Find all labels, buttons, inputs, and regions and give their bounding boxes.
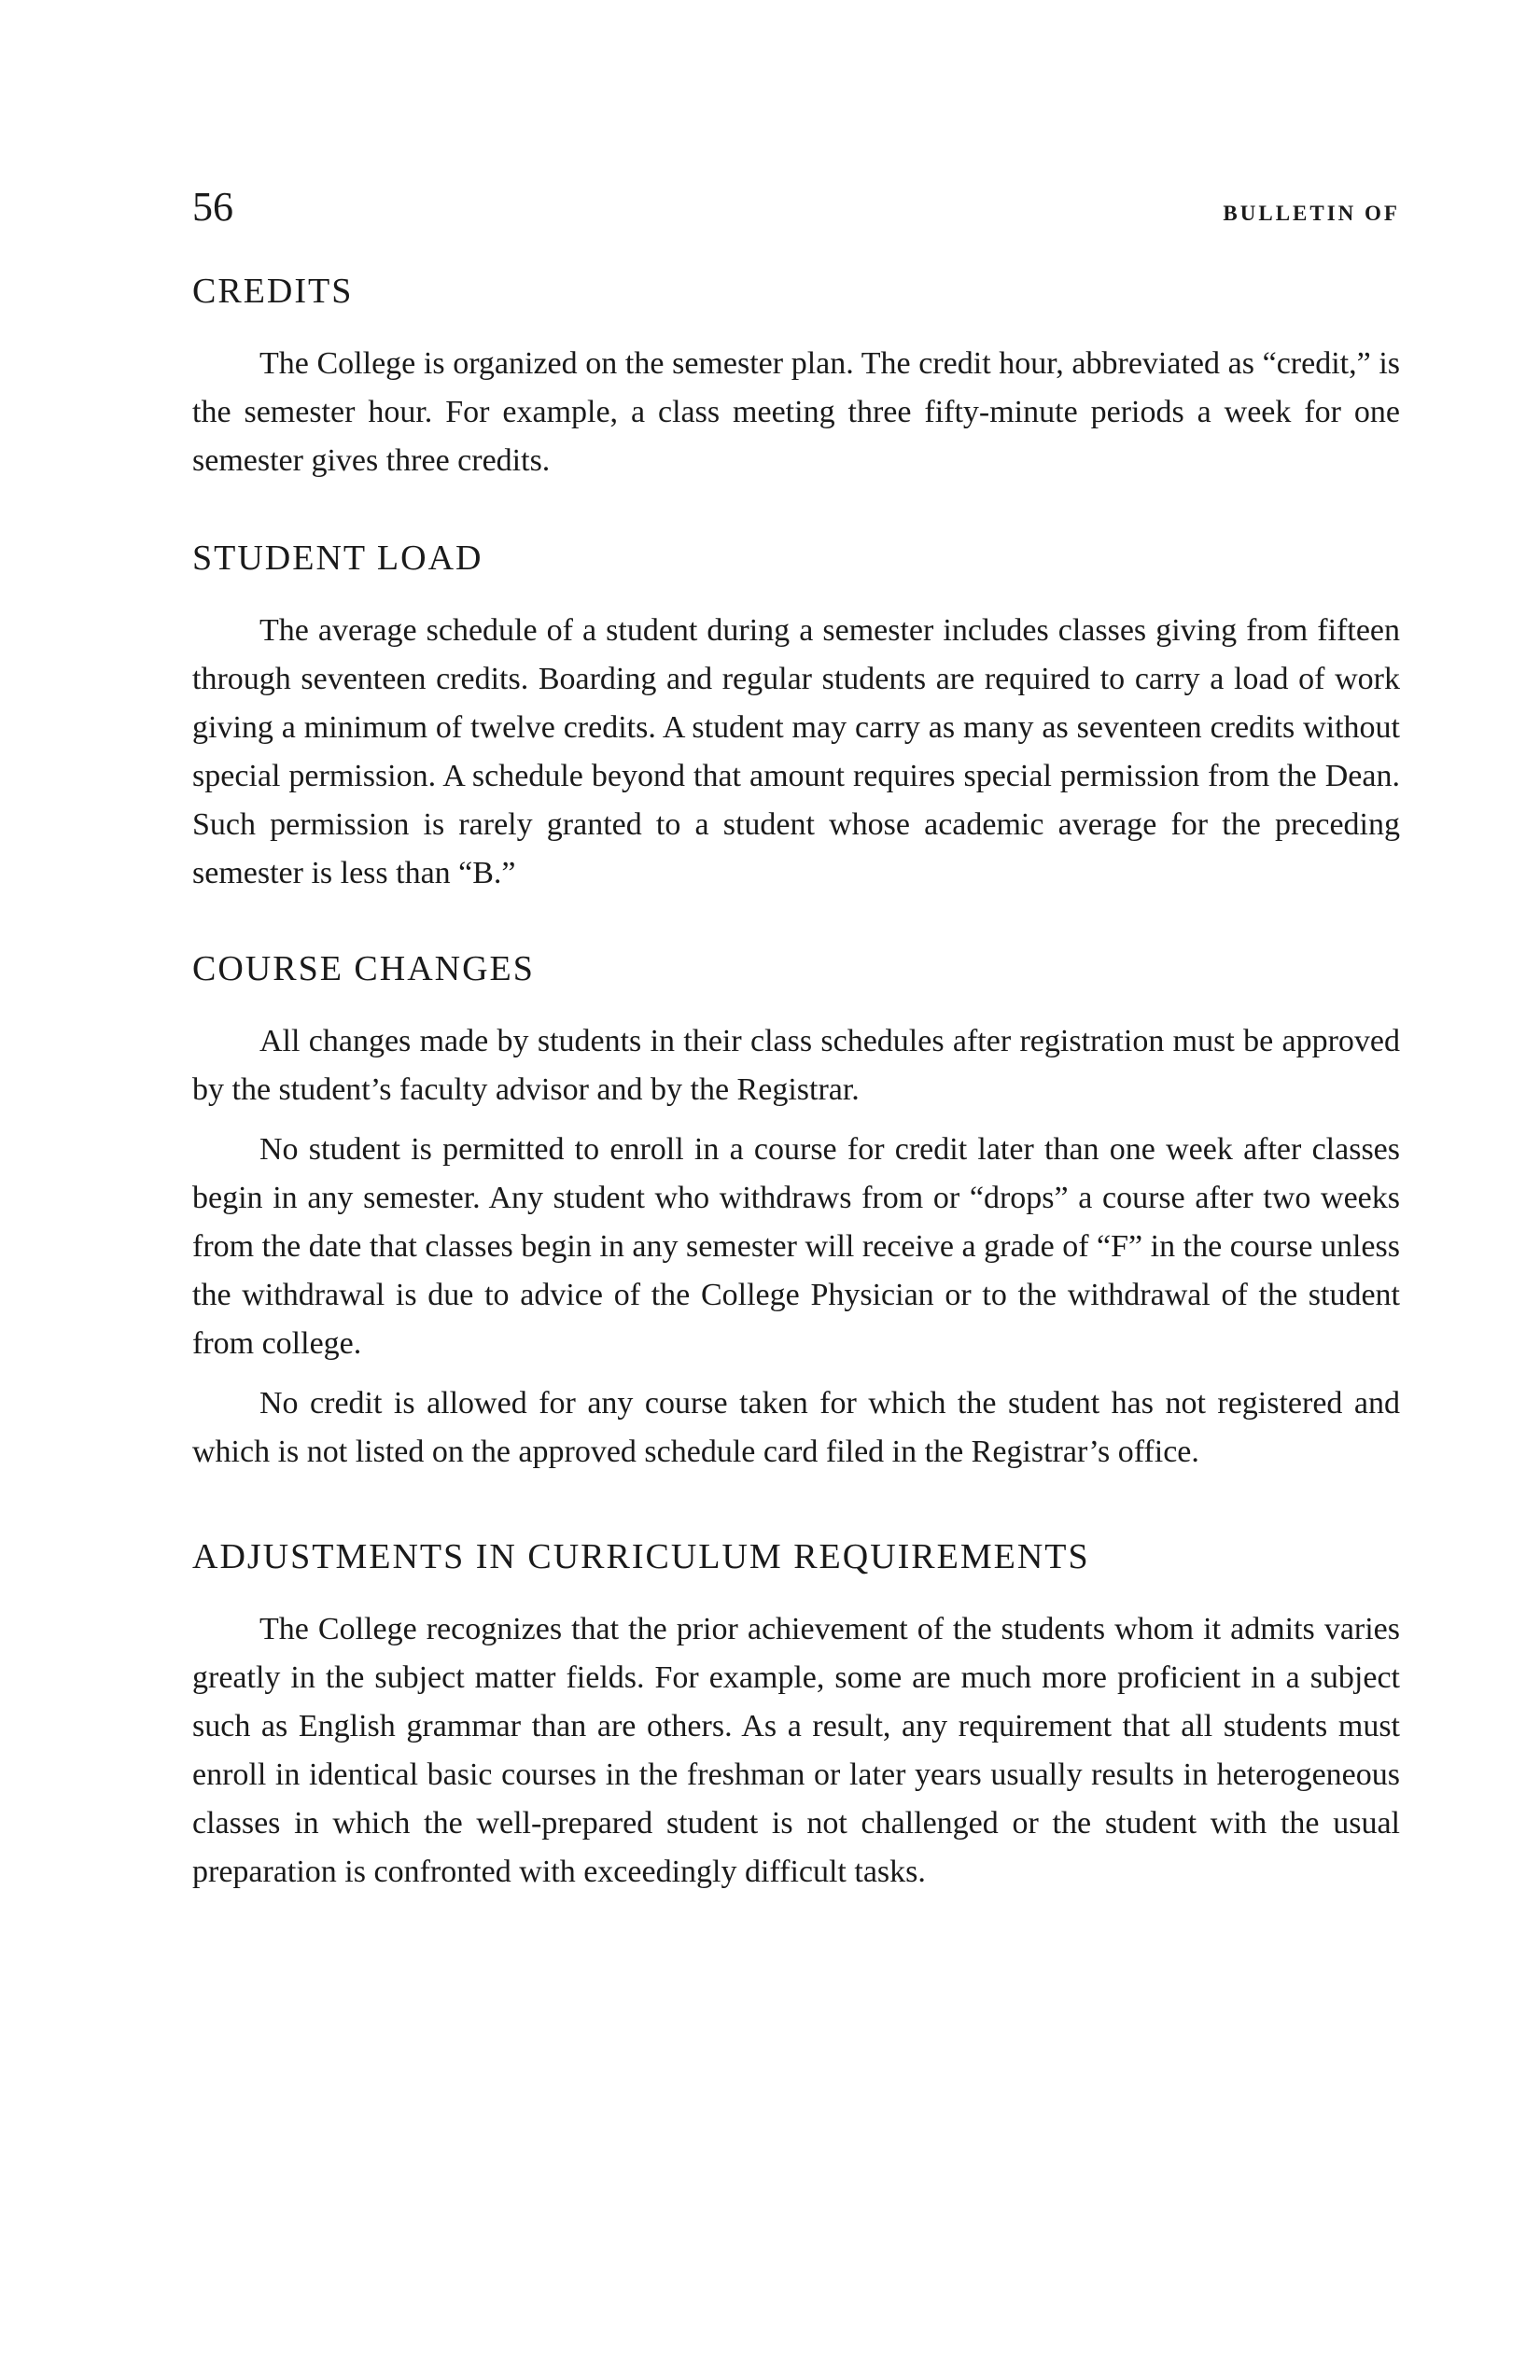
section-adjustments — [192, 1533, 1400, 1897]
paragraph: The average schedule of a student during a semester includes classes giving from fifteen through seventeen credits. Boarding and regular students are required to carry a load of work giving a minimum of twelve credits. A student may carry as many as seventeen credits without special permission. A schedule beyond that amount requires special permission from the Dean. Such permission is rarely granted to a student whose academic average for the preceding semester is less than “B.” — [192, 613, 1400, 890]
bulletin-page — [192, 183, 1400, 1897]
page-number: 56 — [192, 184, 233, 230]
paragraph: All changes made by students in their class schedules after registration must be approved by the student’s faculty advisor and by the Registrar. — [192, 1024, 1400, 1107]
section-heading-course-changes: COURSE CHANGES — [192, 949, 535, 988]
paragraph: The College is organized on the semester plan. The credit hour, abbreviated as “credit,” is the semester hour. For example, a class meeting three fifty-minute periods a week for one semester gives three credits. — [192, 346, 1400, 478]
running-head — [192, 183, 1400, 239]
section-course-changes — [192, 945, 1400, 1477]
section-heading-adjustments: ADJUSTMENTS IN CURRICULUM REQUIREMENTS — [192, 1537, 1090, 1576]
running-title: BULLETIN OF — [1223, 202, 1400, 225]
paragraph: No student is permitted to enroll in a course for credit later than one week after classes begin in any semester. Any student who withdraws from or “drops” a course after two weeks from the date that classes begin in any semester will receive a grade of “F” in the course unless the withdrawal is due to advice of the College Physician or to the withdrawal of the student from college. — [192, 1132, 1400, 1361]
section-heading-student-load: STUDENT LOAD — [192, 539, 483, 578]
paragraph: No credit is allowed for any course taken for which the student has not registered and which is not listed on the approved schedule card filed in the Registrar’s office. — [192, 1386, 1400, 1469]
section-heading-credits: CREDITS — [192, 272, 354, 311]
section-credits — [192, 267, 1400, 485]
paragraph: The College recognizes that the prior achievement of the students whom it admits varies greatly in the subject matter fields. For example, some are much more proficient in a subject such as English grammar than are others. As a result, any requirement that all students must enroll in identical basic courses in the freshman or later years usually results in heterogeneous classes in which the well-prepared student is not challenged or the student with the usual preparation is confronted with exceedingly difficult tasks. — [192, 1612, 1400, 1889]
section-student-load — [192, 534, 1400, 898]
